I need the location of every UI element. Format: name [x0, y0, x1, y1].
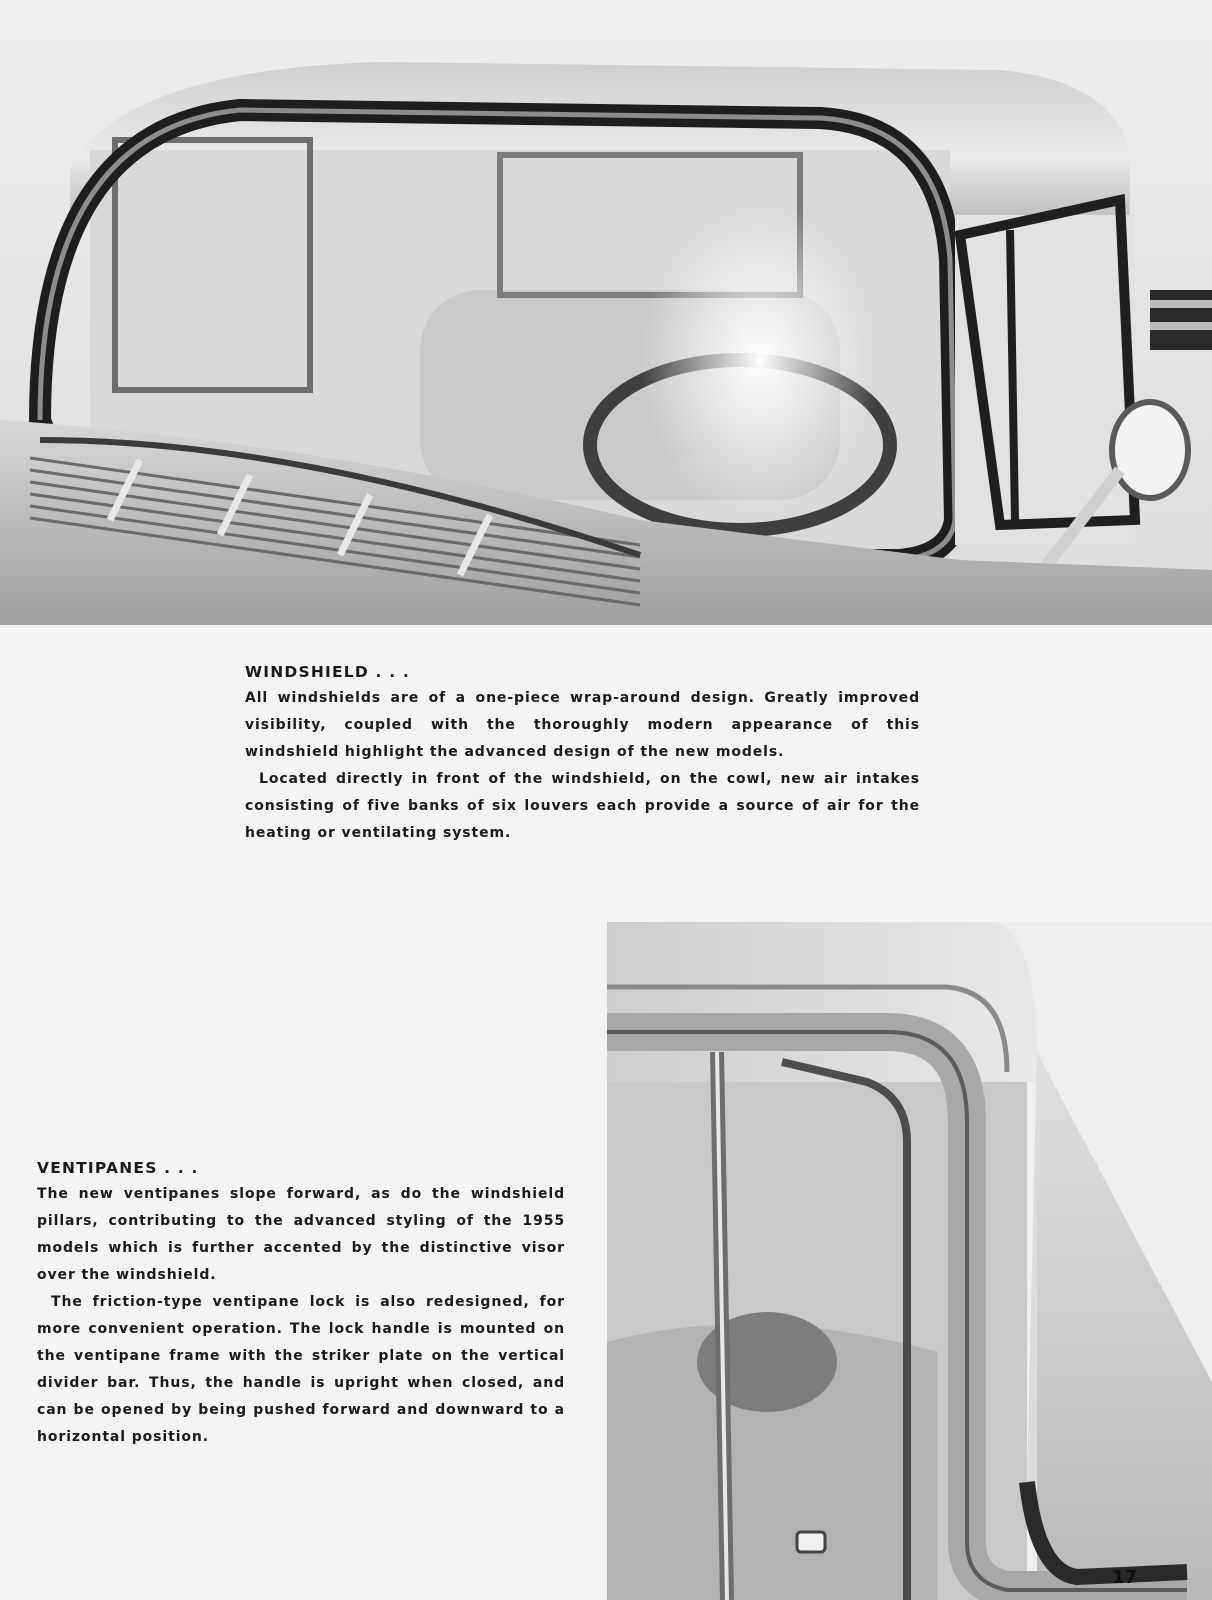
ventipanes-paragraph-2: The friction-type ventipane lock is also redesigned, for more convenient operation. The lock handle is mounted on the ventipane frame with the striker plate on the vertical divider bar. Thus, the handle is upright when closed, and can be opened by being pushed forward and downward to a horizontal position. [37, 1294, 565, 1445]
ventipane-photo [607, 922, 1212, 1600]
windshield-section [245, 663, 920, 847]
windshield-paragraph-1: All windshields are of a one-piece wrap-around design. Greatly improved visibility, coupled with the thoroughly modern appearance of this windshield highlight the advanced design of the new models. [245, 690, 920, 760]
windshield-paragraph-2: Located directly in front of the windshield, on the cowl, new air intakes consisting of five banks of six louvers each provide a source of air for the heating or ventilating system. [245, 771, 920, 841]
ventipanes-paragraph-1: The new ventipanes slope forward, as do the windshield pillars, contributing to the advanced styling of the 1955 models which is further accented by the distinctive visor over the windshield. [37, 1186, 565, 1283]
windshield-photo [0, 0, 1212, 625]
ventipanes-heading: VENTIPANES . . . [37, 1159, 199, 1177]
ventipanes-section [37, 1159, 565, 1451]
page-number: 17 [1112, 1567, 1138, 1588]
windshield-heading: WINDSHIELD . . . [245, 663, 410, 681]
